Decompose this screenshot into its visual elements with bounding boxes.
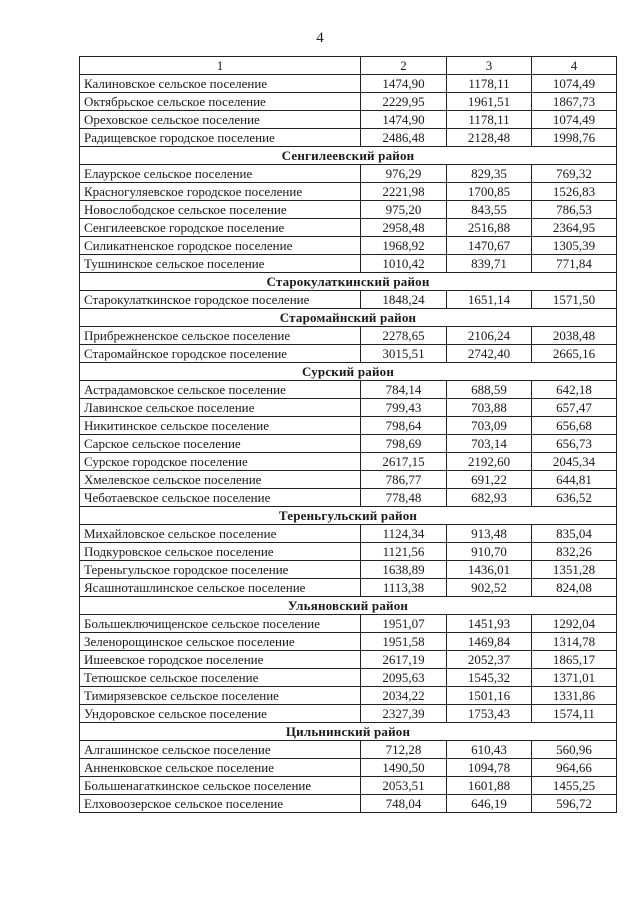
value-col-4: 1074,49 [532,111,617,129]
value-col-3: 2742,40 [447,345,532,363]
table-row [80,759,617,777]
value-col-4: 1574,11 [532,705,617,723]
district-section-row [80,363,617,381]
value-col-4: 1292,04 [532,615,617,633]
settlement-name: Хмелевское сельское поселение [80,471,361,489]
table-row [80,471,617,489]
value-col-2: 3015,51 [361,345,447,363]
value-col-3: 1451,93 [447,615,532,633]
district-title: Тереньгульский район [80,507,617,525]
value-col-3: 682,93 [447,489,532,507]
value-col-3: 829,35 [447,165,532,183]
table-row [80,561,617,579]
value-col-2: 975,20 [361,201,447,219]
value-col-4: 1865,17 [532,651,617,669]
value-col-2: 2053,51 [361,777,447,795]
table-row [80,237,617,255]
value-col-2: 799,43 [361,399,447,417]
settlement-name: Ундоровское сельское поселение [80,705,361,723]
district-title: Старомайнский район [80,309,617,327]
value-col-2: 2617,15 [361,453,447,471]
value-col-2: 1951,58 [361,633,447,651]
value-col-3: 1470,67 [447,237,532,255]
value-col-2: 1638,89 [361,561,447,579]
value-col-3: 2128,48 [447,129,532,147]
value-col-4: 1371,01 [532,669,617,687]
value-col-4: 1998,76 [532,129,617,147]
table-row [80,651,617,669]
settlement-name: Алгашинское сельское поселение [80,741,361,759]
value-col-4: 1571,50 [532,291,617,309]
value-col-2: 2229,95 [361,93,447,111]
value-col-3: 703,14 [447,435,532,453]
value-col-4: 2364,95 [532,219,617,237]
value-col-3: 703,09 [447,417,532,435]
district-section-row [80,147,617,165]
header-cell: 2 [361,57,447,75]
table-row [80,201,617,219]
table-row [80,705,617,723]
value-col-2: 1121,56 [361,543,447,561]
value-col-2: 2034,22 [361,687,447,705]
table-row [80,327,617,345]
value-col-4: 786,53 [532,201,617,219]
value-col-3: 913,48 [447,525,532,543]
settlement-name: Тетюшское сельское поселение [80,669,361,687]
value-col-2: 2221,98 [361,183,447,201]
header-cell: 3 [447,57,532,75]
value-col-4: 560,96 [532,741,617,759]
value-col-3: 2516,88 [447,219,532,237]
value-col-2: 1010,42 [361,255,447,273]
value-col-4: 2038,48 [532,327,617,345]
value-col-4: 771,84 [532,255,617,273]
value-col-2: 1848,24 [361,291,447,309]
value-col-3: 1094,78 [447,759,532,777]
table-row [80,669,617,687]
value-col-3: 691,22 [447,471,532,489]
value-col-3: 646,19 [447,795,532,813]
settlement-name: Сурское городское поселение [80,453,361,471]
value-col-3: 1700,85 [447,183,532,201]
value-col-3: 1961,51 [447,93,532,111]
value-col-4: 1314,78 [532,633,617,651]
value-col-2: 2958,48 [361,219,447,237]
value-col-4: 1331,86 [532,687,617,705]
value-col-4: 769,32 [532,165,617,183]
table-row [80,687,617,705]
value-col-2: 786,77 [361,471,447,489]
value-col-4: 964,66 [532,759,617,777]
table-row [80,543,617,561]
value-col-4: 1351,28 [532,561,617,579]
settlement-name: Ишеевское городское поселение [80,651,361,669]
value-col-3: 839,71 [447,255,532,273]
table-row [80,417,617,435]
settlement-name: Старомайнское городское поселение [80,345,361,363]
district-section-row [80,309,617,327]
settlement-name: Старокулаткинское городское поселение [80,291,361,309]
settlement-name: Тушнинское сельское поселение [80,255,361,273]
table-row [80,489,617,507]
settlement-name: Астрадамовское сельское поселение [80,381,361,399]
value-col-4: 596,72 [532,795,617,813]
settlement-name: Калиновское сельское поселение [80,75,361,93]
settlement-name: Михайловское сельское поселение [80,525,361,543]
value-col-3: 688,59 [447,381,532,399]
table-row [80,741,617,759]
settlement-name: Большеключищенское сельское поселение [80,615,361,633]
value-col-4: 656,73 [532,435,617,453]
value-col-2: 778,48 [361,489,447,507]
value-col-2: 2095,63 [361,669,447,687]
district-section-row [80,597,617,615]
settlement-name: Тимирязевское сельское поселение [80,687,361,705]
value-col-2: 1124,34 [361,525,447,543]
value-col-4: 636,52 [532,489,617,507]
settlement-name: Радищевское городское поселение [80,129,361,147]
settlement-table [79,56,617,813]
value-col-3: 1601,88 [447,777,532,795]
table-row [80,615,617,633]
settlement-name: Анненковское сельское поселение [80,759,361,777]
value-col-4: 2665,16 [532,345,617,363]
table-row [80,633,617,651]
table-row [80,291,617,309]
value-col-2: 1113,38 [361,579,447,597]
value-col-4: 644,81 [532,471,617,489]
value-col-3: 1651,14 [447,291,532,309]
table-row [80,165,617,183]
value-col-3: 2192,60 [447,453,532,471]
value-col-3: 1469,84 [447,633,532,651]
district-section-row [80,273,617,291]
district-title: Сурский район [80,363,617,381]
page-number: 4 [316,30,324,46]
settlement-name: Октябрьское сельское поселение [80,93,361,111]
value-col-2: 798,64 [361,417,447,435]
value-col-3: 2106,24 [447,327,532,345]
district-title: Старокулаткинский район [80,273,617,291]
settlement-name: Сенгилеевское городское поселение [80,219,361,237]
value-col-2: 976,29 [361,165,447,183]
value-col-2: 1951,07 [361,615,447,633]
table-row [80,219,617,237]
header-cell: 1 [80,57,361,75]
value-col-4: 642,18 [532,381,617,399]
table-row [80,453,617,471]
value-col-4: 824,08 [532,579,617,597]
table-row [80,399,617,417]
header-row [80,57,617,75]
value-col-4: 1074,49 [532,75,617,93]
value-col-4: 832,26 [532,543,617,561]
table-row [80,75,617,93]
value-col-2: 784,14 [361,381,447,399]
value-col-4: 2045,34 [532,453,617,471]
header-cell: 4 [532,57,617,75]
table-row [80,435,617,453]
district-title: Ульяновский район [80,597,617,615]
settlement-name: Силикатненское городское поселение [80,237,361,255]
settlement-name: Новослободское сельское поселение [80,201,361,219]
table-row [80,93,617,111]
settlement-name: Большенагаткинское сельское поселение [80,777,361,795]
value-col-2: 748,04 [361,795,447,813]
value-col-3: 1501,16 [447,687,532,705]
district-section-row [80,507,617,525]
settlement-name: Чеботаевское сельское поселение [80,489,361,507]
settlement-name: Елаурское сельское поселение [80,165,361,183]
value-col-2: 1490,50 [361,759,447,777]
value-col-2: 2278,65 [361,327,447,345]
table-row [80,525,617,543]
table-row [80,381,617,399]
value-col-4: 1455,25 [532,777,617,795]
value-col-3: 902,52 [447,579,532,597]
value-col-3: 1178,11 [447,75,532,93]
value-col-2: 1968,92 [361,237,447,255]
settlement-name: Елховоозерское сельское поселение [80,795,361,813]
value-col-3: 610,43 [447,741,532,759]
value-col-4: 835,04 [532,525,617,543]
table-row [80,777,617,795]
value-col-3: 843,55 [447,201,532,219]
settlement-name: Сарское сельское поселение [80,435,361,453]
value-col-2: 2486,48 [361,129,447,147]
value-col-2: 1474,90 [361,111,447,129]
district-title: Цильнинский район [80,723,617,741]
settlement-name: Лавинское сельское поселение [80,399,361,417]
table-row [80,345,617,363]
value-col-4: 656,68 [532,417,617,435]
settlement-name: Ореховское сельское поселение [80,111,361,129]
table-row [80,183,617,201]
value-col-3: 1436,01 [447,561,532,579]
table-row [80,111,617,129]
value-col-3: 910,70 [447,543,532,561]
settlement-name: Тереньгульское городское поселение [80,561,361,579]
settlement-name: Красногуляевское городское поселение [80,183,361,201]
district-title: Сенгилеевский район [80,147,617,165]
value-col-3: 703,88 [447,399,532,417]
settlement-name: Никитинское сельское поселение [80,417,361,435]
table-row [80,795,617,813]
value-col-4: 1526,83 [532,183,617,201]
value-col-3: 1545,32 [447,669,532,687]
table-row [80,129,617,147]
settlement-name: Подкуровское сельское поселение [80,543,361,561]
value-col-3: 2052,37 [447,651,532,669]
settlement-name: Прибрежненское сельское поселение [80,327,361,345]
settlement-name: Зеленорощинское сельское поселение [80,633,361,651]
table-row [80,579,617,597]
value-col-2: 712,28 [361,741,447,759]
value-col-2: 2327,39 [361,705,447,723]
value-col-2: 1474,90 [361,75,447,93]
value-col-4: 657,47 [532,399,617,417]
value-col-3: 1753,43 [447,705,532,723]
value-col-2: 798,69 [361,435,447,453]
value-col-4: 1305,39 [532,237,617,255]
value-col-3: 1178,11 [447,111,532,129]
district-section-row [80,723,617,741]
table-row [80,255,617,273]
value-col-4: 1867,73 [532,93,617,111]
value-col-2: 2617,19 [361,651,447,669]
settlement-name: Ясашноташлинское сельское поселение [80,579,361,597]
